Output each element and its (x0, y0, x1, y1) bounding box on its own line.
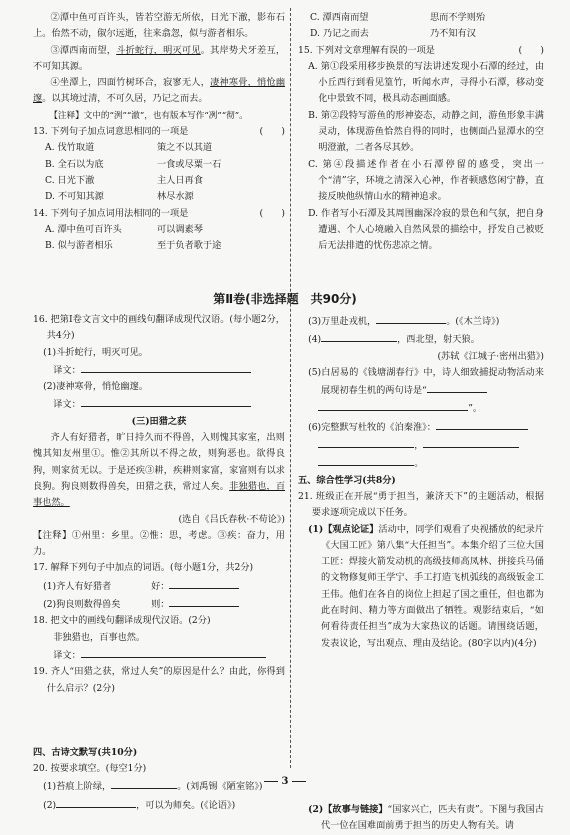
q20-item-2[interactable]: (2) ，可以为师矣。(《论语》) (33, 796, 285, 814)
q18-quote: 非独猎也，百事也然。 (53, 631, 146, 643)
q21-item-1: (1)【观点论证】活动中，同学们观看了央视播放的纪录片《大国工匠》第八集“大任担当”。本集介绍了三位大国工匠：焊接火箭发动机的高级技师高凤林、拼接兵马俑的文物修复师王学宁、手工打造飞机弧线的高级钣金工王伟。他们在各自的岗位上担起了国之重任，但也都为此在时间、精力等方面做出了牺牲。观影结束后，“如何看待责任担当”成为大家热议的话题。请围绕话题，发表议论，写出观点、理由及结论。(80字以内)(4分) (308, 523, 544, 649)
q20-item-5[interactable]: (5)白居易的《钱塘湖春行》中，诗人细致捕捉动物活动来展现初春生机的两句诗是“ (308, 366, 544, 397)
q21-item-2: (2)【故事与链接】“国家兴亡，匹夫有责”。下图与我国古代一位在国难面前勇于担当的历史人物有关。请 (308, 803, 544, 832)
q16-item-2: (2)凄神寒骨，悄怆幽邃。 (43, 381, 148, 393)
q13-options (33, 140, 285, 205)
top-left-column (33, 10, 285, 254)
page-number: 3 (0, 776, 570, 787)
q18-answer[interactable]: 译文： (33, 646, 285, 664)
lower-left-column (33, 312, 285, 814)
q14-option-a[interactable]: A. 潭中鱼可百许头 可以调素琴 (45, 223, 203, 235)
section-title: 第Ⅱ卷(非选择题 共90分) (213, 292, 357, 306)
top-right-column (298, 10, 544, 254)
q20-item-6-line-3[interactable]: 。 (298, 454, 544, 472)
passage-paragraph-2: ②潭中鱼可百许头，皆若空游无所依，日光下澈，影布石上。佁然不动，俶尔远逝，往来翕忽，似与游者相乐。 (33, 12, 285, 40)
q14-option-b[interactable]: B. 似与游者相乐 至于负者歌于途 (45, 240, 222, 252)
passage-note: 【注释】文中的“洌”“澈”，也有版本写作“冽”“彻”。 (49, 110, 248, 121)
q17-item-1[interactable]: (1)齐人有好猎者 好： (33, 577, 285, 595)
q20-item-3[interactable]: (3)万里赴戎机， 。(《木兰诗》) (298, 312, 544, 330)
passage-paragraph-3: ③潭西南而望，斗折蛇行，明灭可见。其岸势犬牙差互，不可知其源。 (33, 44, 286, 72)
q19-answer-space[interactable] (33, 697, 285, 745)
lower-right-column (298, 312, 544, 835)
q13-option-a[interactable]: A. 伐竹取道 策之不以其道 (45, 142, 213, 154)
q14-options (33, 222, 285, 255)
q13-option-d[interactable]: D. 不可知其源 林尽水源 (45, 191, 194, 203)
section-5-title: 五、综合性学习(共8分) (298, 474, 396, 486)
q15-option-b[interactable]: B. 第②段特写游鱼的形神姿态，动静之间，游鱼形象丰满灵动，体现游鱼恰然自得的同时，也侧面凸显潭水的空明澄澈，二者各尽其妙。 (308, 109, 544, 154)
question-17: 17. 解释下列句子中加点的词语。(每小题1分，共2分) (33, 562, 254, 574)
q15-option-c[interactable]: C. 第④段描述作者在小石潭停留的感受，突出一个“清”字，环境之清深入心神，作者顿感悠闲宁静，直接反映他纵情山水的精神追求。 (308, 158, 544, 203)
question-16: 16. 把第Ⅰ卷文言文中的画线句翻译成现代汉语。(每小题2分，共4分) (33, 314, 285, 342)
q16-answer-2[interactable]: 译文： (33, 395, 285, 413)
question-13: 13. 下列句子加点词意思相同的一项是 ( ) (33, 126, 285, 138)
question-20: 20. 按要求填空。(每空1分) (33, 763, 147, 775)
q16-item-1: (1)斗折蛇行，明灭可见。 (43, 346, 148, 358)
passage-body: 齐人有好猎者，旷日持久而不得兽，入则愧其家室，出则愧其知友州里①。惟②其所以不得之故，则狗恶也。欲得良狗，则家贫无以。于是还疾③耕，疾耕则家富，家富则有以求良狗。狗良则数得兽矣，田猎之获，常过人矣。非独猎也，百事也然。 (33, 432, 286, 509)
q15-option-a[interactable]: A. 第①段采用移步换景的写法讲述发现小石潭的经过，由小丘西行到看见篁竹，听闻水声，寻得小石潭，移动变化中景致不同，极具动态画面感。 (308, 60, 544, 105)
q16-answer-1[interactable]: 译文： (33, 361, 285, 379)
question-19: 19. 齐人“田猎之获，常过人矣”的原因是什么？由此，你得到什么启示？(2分) (33, 666, 285, 694)
section-4-title: 四、古诗文默写(共10分) (33, 746, 138, 758)
q13-option-b[interactable]: B. 全石以为底 一食或尽粟一石 (45, 158, 222, 170)
passage-note-2: 【注释】①州里：乡里。②惟：思，考虑。③疾：奋力，用力。 (33, 529, 285, 558)
question-15: 15. 下列对文章理解有误的一项是 ( ) (298, 44, 544, 56)
question-21: 21. 班级正在开展“勇于担当，兼济天下”的主题活动，根据要求逐项完成以下任务。 (298, 490, 544, 519)
question-18: 18. 把文中的画线句翻译成现代汉语。(2分) (33, 615, 211, 627)
q14-option-d[interactable]: D. 乃记之而去 乃不知有汉 (310, 28, 476, 40)
q20-item-4-source: (苏轼《江城子·密州出猎》) (437, 350, 544, 362)
q14-option-c[interactable]: C. 潭西南而望 思而不学则殆 (310, 12, 486, 23)
passage-source: (选自《吕氏春秋·不苟论》) (178, 513, 285, 525)
q20-item-4[interactable]: (4) ，西北望，射天狼。 (298, 330, 544, 348)
question-14: 14. 下列句子加点词用法相同的一项是 ( ) (33, 207, 285, 219)
passage-title: (三)田猎之获 (131, 415, 187, 427)
q15-option-d[interactable]: D. 作者写小石潭及其周围幽深冷寂的景色和气氛，把自身遭遇、个人心境融入自然风景的描绘中，抒发自己被贬后无法排遣的忧伤悲凉之情。 (308, 207, 544, 252)
q13-option-c[interactable]: C. 日光下澈 主人日再食 (45, 174, 203, 186)
q20-item-1[interactable]: (1)苔痕上阶绿， 。(刘禹锡《陋室铭》) (33, 777, 285, 795)
q17-item-2[interactable]: (2)狗良则数得兽矣 则： (33, 595, 285, 613)
passage-paragraph-4: ④坐潭上，四面竹树环合，寂寥无人，凄神寒骨，悄怆幽邃。以其境过清，不可久居，乃记之而去。 (33, 77, 286, 105)
q20-item-6-line-2[interactable]: ， (298, 436, 544, 454)
q20-item-5-cont[interactable]: ”。 (298, 399, 544, 417)
column-divider (290, 8, 292, 768)
q20-item-6[interactable]: (6)完整默写杜牧的《泊秦淮》： (298, 418, 544, 436)
